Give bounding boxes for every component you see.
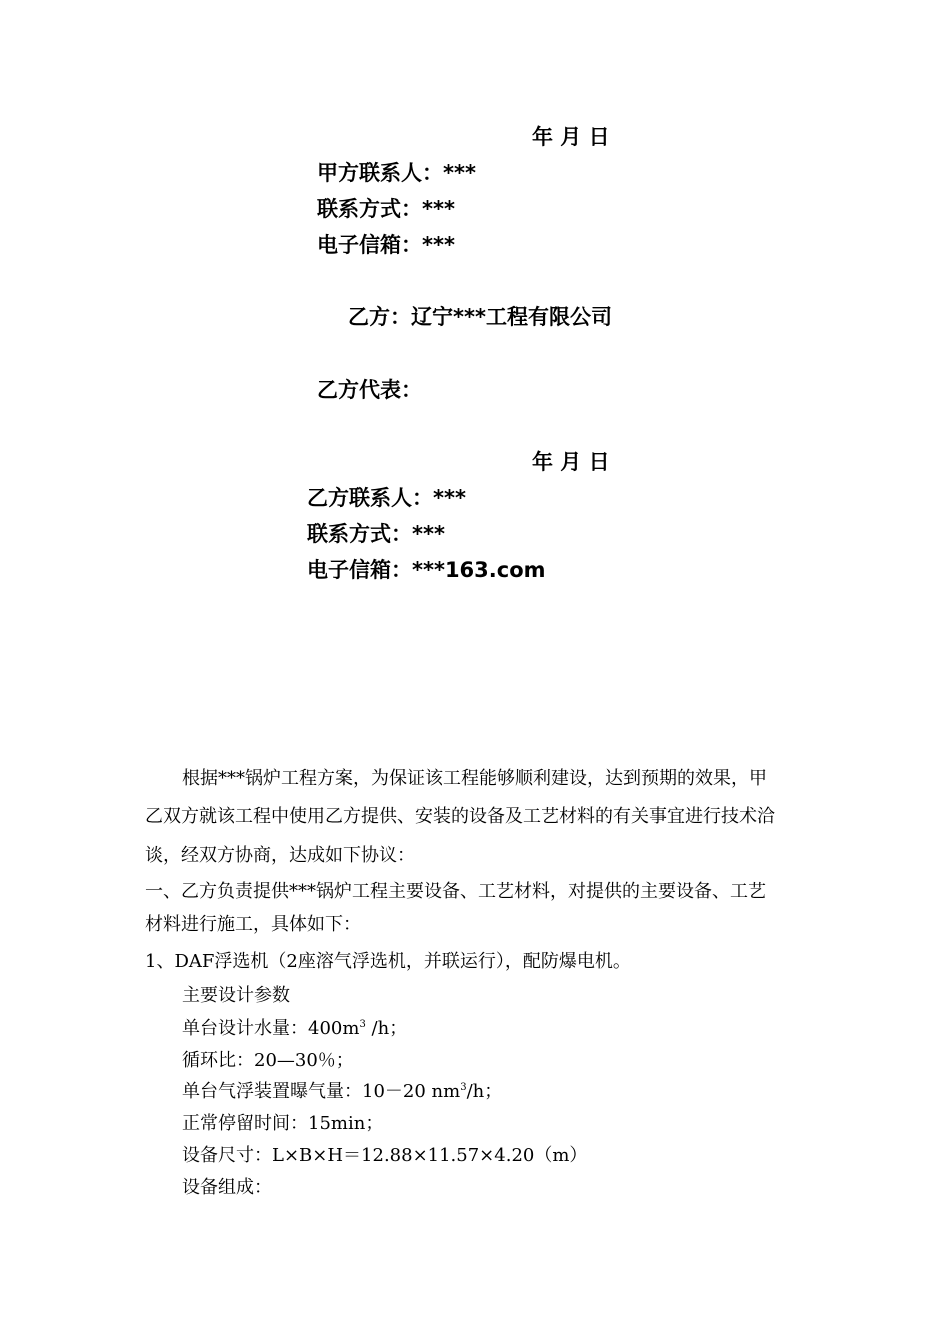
param-water-text: 单台设计水量：400m (182, 1018, 360, 1039)
param-composition: 设备组成： (182, 1177, 272, 1198)
party-b-contact: 乙方联系人：*** (307, 486, 466, 510)
param-air-text: 单台气浮装置曝气量：10－20 nm (182, 1081, 461, 1102)
party-b-company: 乙方：辽宁***工程有限公司 (348, 305, 612, 329)
section-1-line-1: 一、乙方负责提供***锅炉工程主要设备、工艺材料，对提供的主要设备、工艺 (145, 881, 766, 902)
param-water-sup: 3 (359, 1019, 366, 1030)
item-1-daf: 1、DAF浮选机（2座溶气浮选机，并联运行），配防爆电机。 (145, 951, 631, 972)
party-b-date: 年 月 日 (532, 450, 610, 474)
param-air-unit: /h； (466, 1081, 503, 1102)
section-1-line-2: 材料进行施工，具体如下： (145, 914, 361, 935)
party-b-phone: 联系方式：*** (307, 522, 445, 546)
param-water (182, 1018, 407, 1040)
intro-line-1: 根据***锅炉工程方案，为保证该工程能够顺利建设，达到预期的效果，甲 (182, 768, 767, 789)
party-a-contact: 甲方联系人：*** (317, 161, 476, 185)
param-stay: 正常停留时间：15min； (182, 1113, 384, 1134)
param-air-sup: 3 (460, 1082, 467, 1093)
param-air (182, 1081, 502, 1103)
params-title: 主要设计参数 (182, 985, 290, 1006)
param-ratio: 循环比：20—30％； (182, 1050, 354, 1071)
param-water-unit: /h； (365, 1018, 408, 1039)
party-a-email: 电子信箱：*** (317, 233, 455, 257)
party-a-phone: 联系方式：*** (317, 197, 455, 221)
party-b-email: 电子信箱：***163.com (307, 558, 546, 582)
intro-line-2: 乙双方就该工程中使用乙方提供、安装的设备及工艺材料的有关事宜进行技术洽 (145, 806, 775, 827)
param-size: 设备尺寸：L×B×H＝12.88×11.57×4.20（m） (182, 1145, 588, 1166)
party-b-representative: 乙方代表： (317, 378, 422, 402)
intro-line-3: 谈，经双方协商，达成如下协议： (145, 845, 415, 866)
party-a-date: 年 月 日 (532, 125, 610, 149)
